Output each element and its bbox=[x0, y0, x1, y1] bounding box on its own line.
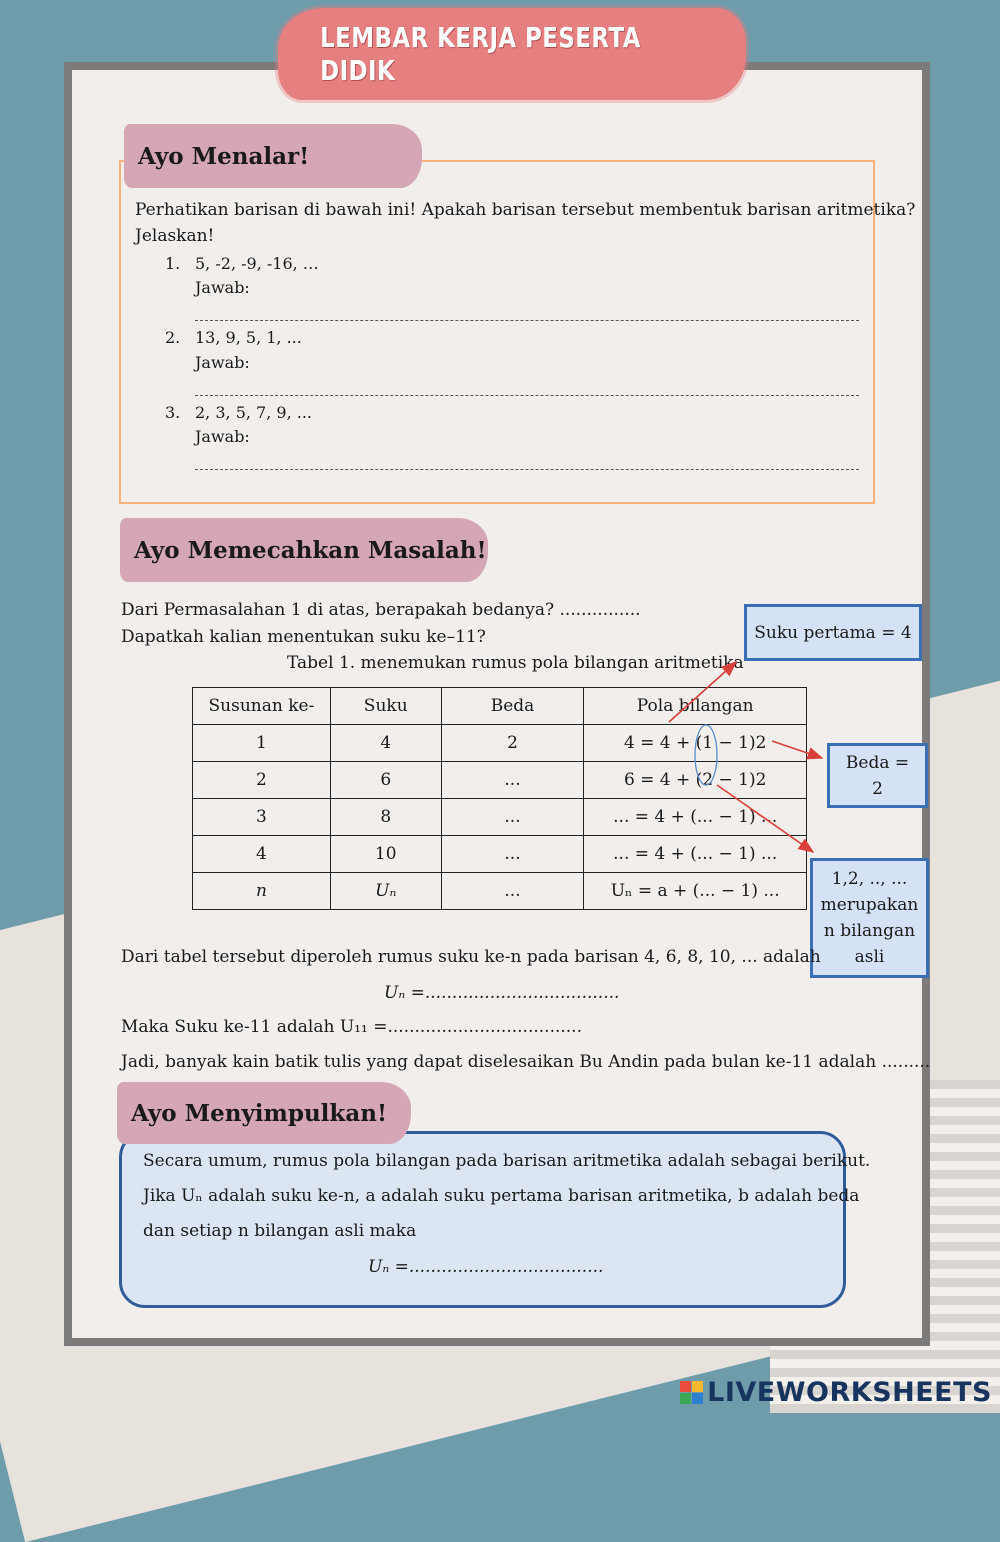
liveworksheets-logo bbox=[680, 1377, 992, 1408]
item-sequence: 5, -2, -9, -16, … bbox=[195, 254, 319, 273]
answer-label: Jawab: bbox=[195, 353, 250, 372]
callout-text: asli bbox=[854, 947, 885, 967]
arrow-to-beda bbox=[772, 741, 822, 758]
menalar-instruction-cont: Jelaskan! bbox=[135, 226, 215, 246]
arrow-to-suku-pertama bbox=[669, 662, 736, 722]
rumus-statement: Dari tabel tersebut diperoleh rumus suku ke-n pada barisan 4, 6, 8, 10, ... adalah bbox=[121, 947, 821, 967]
callout-text: Suku pertama = 4 bbox=[754, 622, 912, 643]
table-cell[interactable]: ... bbox=[441, 873, 584, 910]
callout-text: n bilangan bbox=[823, 921, 916, 941]
suku-11-statement[interactable]: Maka Suku ke-11 adalah U₁₁ =.................................... bbox=[121, 1017, 582, 1037]
table-cell: 2 bbox=[193, 762, 331, 799]
table-cell: 2 bbox=[441, 725, 584, 762]
arrow-to-bilangan-asli bbox=[717, 785, 813, 852]
table-cell: 8 bbox=[330, 799, 441, 836]
question-suku-11: Dapatkah kalian menentukan suku ke–11? bbox=[121, 627, 486, 647]
conclusion-line: Secara umum, rumus pola bilangan pada barisan aritmetika adalah sebagai berikut. bbox=[143, 1151, 871, 1171]
callout-text: merupakan bbox=[820, 895, 919, 915]
item-sequence: 13, 9, 5, 1, ... bbox=[195, 328, 302, 347]
table-header: Suku bbox=[330, 688, 441, 725]
table-cell: 4 bbox=[193, 836, 331, 873]
page-title: LEMBAR KERJA PESERTA DIDIK bbox=[320, 21, 641, 87]
callout-text: 1,2, .., ... bbox=[831, 869, 908, 889]
table-cell[interactable]: ... bbox=[441, 799, 584, 836]
table-caption: Tabel 1. menemukan rumus pola bilangan aritmetika bbox=[287, 653, 744, 673]
batik-conclusion[interactable]: Jadi, banyak kain batik tulis yang dapat diselesaikan Bu Andin pada bulan ke-11 adalah ......... bbox=[121, 1052, 931, 1072]
item-sequence: 2, 3, 5, 7, 9, ... bbox=[195, 403, 313, 422]
table-cell: 10 bbox=[330, 836, 441, 873]
table-cell: 4 = 4 + (1 − 1)2 bbox=[584, 725, 807, 762]
table-cell[interactable]: ... = 4 + (... − 1) ... bbox=[584, 836, 807, 873]
table-cell[interactable]: ... bbox=[441, 836, 584, 873]
table-header: Pola bilangan bbox=[584, 688, 807, 725]
question-beda: Dari Permasalahan 1 di atas, berapakah bedanya? ............... bbox=[121, 600, 641, 620]
logo-icon bbox=[680, 1381, 703, 1404]
table-cell: 1 bbox=[193, 725, 331, 762]
menyimpulkan-heading-text: Ayo Menyimpulkan! bbox=[131, 1099, 388, 1127]
menalar-instruction: Perhatikan barisan di bawah ini! Apakah barisan tersebut membentuk barisan aritmetika? bbox=[135, 200, 916, 220]
table-header: Susunan ke- bbox=[193, 688, 331, 725]
table-cell: 6 = 4 + (2 − 1)2 bbox=[584, 762, 807, 799]
menyimpulkan-heading bbox=[117, 1082, 411, 1144]
masalah-heading-text: Ayo Memecahkan Masalah! bbox=[134, 536, 487, 564]
answer-label: Jawab: bbox=[195, 427, 250, 446]
conclusion-line: Jika Uₙ adalah suku ke-n, a adalah suku pertama barisan aritmetika, b adalah beda bbox=[143, 1186, 860, 1206]
item-number: 1. bbox=[165, 254, 181, 273]
table-cell[interactable]: ... bbox=[441, 762, 584, 799]
table-cell: 3 bbox=[193, 799, 331, 836]
un-formula[interactable]: Uₙ =.................................... bbox=[384, 983, 620, 1003]
menalar-heading-text: Ayo Menalar! bbox=[138, 142, 310, 170]
item-number: 3. bbox=[165, 403, 181, 422]
table-cell: n bbox=[193, 873, 331, 910]
conclusion-line: dan setiap n bilangan asli maka bbox=[143, 1221, 417, 1241]
general-formula[interactable]: Uₙ =.................................... bbox=[368, 1257, 604, 1277]
answer-label: Jawab: bbox=[195, 278, 250, 297]
table-cell[interactable]: Uₙ = a + (... − 1) ... bbox=[584, 873, 807, 910]
table-header: Beda bbox=[441, 688, 584, 725]
table-cell[interactable]: ... = 4 + (... − 1) ... bbox=[584, 799, 807, 836]
table-cell: Uₙ bbox=[330, 873, 441, 910]
callout-text: Beda = bbox=[845, 752, 910, 773]
logo-text: LIVEWORKSHEETS bbox=[707, 1377, 992, 1408]
item-number: 2. bbox=[165, 328, 181, 347]
table-cell: 6 bbox=[330, 762, 441, 799]
callout-text: 2 bbox=[872, 778, 883, 799]
highlight-ellipse bbox=[695, 725, 717, 785]
table-cell: 4 bbox=[330, 725, 441, 762]
